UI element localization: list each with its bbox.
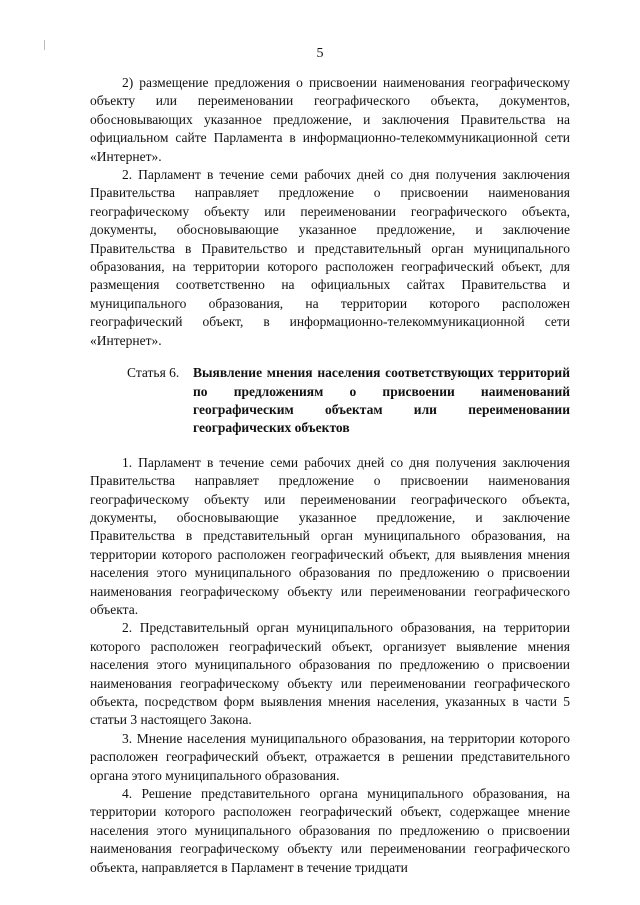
paragraph-article-6-part-4: 4. Решение представительного органа муниципального образования, на территории которого расположен географический объект, содержащее мнение населения этого муниципального образования по предложению о присвоении наименования географическому объекту или переименовании географического объекта, направляется в Парламент в течение тридцати bbox=[90, 786, 570, 875]
paragraph-parliament-sends: 2. Парламент в течение семи рабочих дней со дня получения заключения Правительства направляет предложение о присвоении наименования географическому объекту или переименовании географического объекта, документы, обосновывающие указанное предложение, и заключение Правительства в Правительство и представительный орган муниципального образования, на территории которого расположен географический объект, для размещения соответственно на официальных сайтах Правительства и муниципального образования, на территории которого расположен географический объект, в информационно-телекоммуникационной сети «Интернет». bbox=[90, 167, 570, 348]
paragraph-article-6-part-3: 3. Мнение населения муниципального образования, на территории которого расположен географический объект, отражается в решении представительного органа этого муниципального образования. bbox=[90, 730, 570, 783]
article-heading bbox=[90, 364, 570, 438]
paragraph-article-6-part-1: 1. Парламент в течение семи рабочих дней со дня получения заключения Правительства направляет предложение о присвоении наименования географическому объекту или переименовании географического объекта, документы, обосновывающие указанное предложение, и заключение Правительства в представительный орган муниципального образования, на территории которого расположен географический объект, для выявления мнения населения этого муниципального образования по предложению о присвоении наименования географическому объекту или переименовании географического объекта. bbox=[90, 454, 570, 617]
article-number: Статья 6. bbox=[127, 365, 180, 381]
page-number: 5 bbox=[316, 46, 324, 61]
article-title: Выявление мнения населения соответствующих территорий по предложениям о присвоении наименований географическим объектам или переименовании географических объектов bbox=[193, 365, 570, 436]
paragraph-placement-item: 2) размещение предложения о присвоении наименования географическому объекту или переименовании географического объекта, документов, обосновывающих указанное предложение, и заключения Правительства на официальном сайте Парламента в информационно-телекоммуникационной сети «Интернет». bbox=[90, 75, 570, 164]
document-body bbox=[90, 74, 570, 877]
paragraph-article-6-part-2: 2. Представительный орган муниципального образования, на территории которого расположен географический объект, организует выявление мнения населения этого муниципального образования по предложению о присвоении наименования географическому объекту или переименовании географического объекта, посредством форм выявления мнения населения, указанных в части 5 статьи 3 настоящего Закона. bbox=[90, 620, 570, 728]
